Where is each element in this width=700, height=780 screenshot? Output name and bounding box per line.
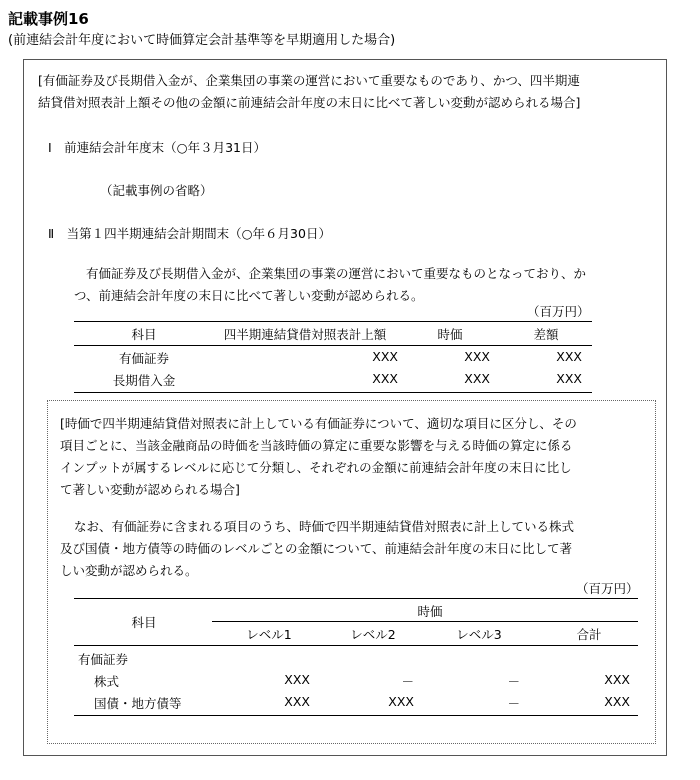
table-1-cell-difference: XXX (556, 349, 582, 364)
condition-2-line-1: [時価で四半期連結貸借対照表に計上している有価証券について、適切な項目に区分し、その (60, 416, 577, 431)
table-2-group-rule (212, 621, 638, 622)
section-1-body: （記載事例の省略） (100, 183, 213, 198)
condition-2-line-4: て著しい変動が認められる場合] (60, 482, 240, 497)
table-1-cell-difference: XXX (556, 371, 582, 386)
unit-label-2: （百万円） (576, 581, 639, 596)
condition-1-line-1: [有価証券及び長期借入金が、企業集団の事業の運営において重要なものであり、かつ、四半期連 (38, 73, 580, 88)
table-1-cell-fair-value: XXX (464, 349, 490, 364)
table-2-header-fair-value: 時価 (417, 604, 443, 619)
table-2-header-total: 合計 (576, 627, 602, 642)
table-2-cell-level-2: － (401, 674, 414, 689)
table-1-header-fair-value: 時価 (437, 327, 463, 342)
condition-2-line-2: 項目ごとに、当該金融商品の時価を当該時価の算定に重要な影響を与える時価の算定に係る (60, 438, 573, 453)
condition-2-line-3: インプットが属するレベルに応じて分類し、それぞれの金額に前連結会計年度の末日に比し (60, 460, 572, 475)
table-2-cell-total: XXX (604, 694, 630, 709)
page-title: 記載事例16 (8, 10, 89, 28)
table-2-top-rule (74, 598, 638, 599)
unit-label-1: （百万円） (527, 304, 590, 319)
table-2-cell-level-2: XXX (388, 694, 414, 709)
table-2-cell-level-1: XXX (284, 694, 310, 709)
table-2-cell-level-3: － (507, 696, 520, 711)
table-2-cell-item: 国債・地方債等 (94, 696, 182, 711)
condition-1-line-2: 結貸借対照表計上額その他の金額に前連結会計年度の末日に比べて著しい変動が認められる場合] (38, 95, 581, 110)
table-1-header-amount: 四半期連結貸借対照表計上額 (223, 327, 387, 342)
table-2-header-level-3: レベル3 (456, 627, 502, 642)
table-2-group-label: 有価証券 (78, 652, 129, 667)
section-3-para-line-1: なお、有価証券に含まれる項目のうち、時価で四半期連結貸借対照表に計上している株式 (74, 519, 575, 534)
table-2-cell-item: 株式 (94, 674, 120, 689)
page-subtitle: (前連結会計年度において時価算定会計基準等を早期適用した場合) (8, 33, 396, 48)
table-1-bottom-rule (74, 392, 592, 393)
table-1-cell-fair-value: XXX (464, 371, 490, 386)
table-2-header-rule (74, 645, 638, 646)
table-1-cell-amount: XXX (372, 349, 398, 364)
table-1-header-rule (74, 345, 592, 346)
table-1-cell-item: 有価証券 (118, 351, 169, 366)
table-2-header-level-2: レベル2 (350, 627, 396, 642)
table-1-header-item: 科目 (131, 327, 157, 342)
section-2-para-line-1: 有価証券及び長期借入金が、企業集団の事業の運営において重要なものとなっており、か (86, 266, 587, 281)
table-1-header-difference: 差額 (533, 327, 559, 342)
table-2-bottom-rule (74, 715, 638, 716)
table-2-cell-level-3: － (507, 674, 520, 689)
condition-note-2 (60, 413, 577, 501)
table-2-header-item: 科目 (131, 615, 157, 630)
table-2-header-level-1: レベル1 (246, 627, 292, 642)
section-2-heading: Ⅱ 当第１四半期連結会計期間末（○年６月30日） (48, 226, 331, 241)
section-1-heading: Ⅰ 前連結会計年度末（○年３月31日） (48, 140, 266, 155)
section-3-para-line-3: しい変動が認められる。 (60, 563, 198, 578)
table-2-cell-level-1: XXX (284, 672, 310, 687)
table-1-cell-item: 長期借入金 (112, 373, 176, 388)
section-2-para-line-2: つ、前連結会計年度の末日に比べて著しい変動が認められる。 (74, 288, 424, 303)
section-3-para-line-2: 及び国債・地方債等の時価のレベルごとの金額について、前連結会計年度の末日に比して著 (60, 541, 573, 556)
condition-note-1 (38, 70, 580, 114)
table-2-cell-total: XXX (604, 672, 630, 687)
table-1-top-rule (74, 321, 592, 322)
table-1-cell-amount: XXX (372, 371, 398, 386)
